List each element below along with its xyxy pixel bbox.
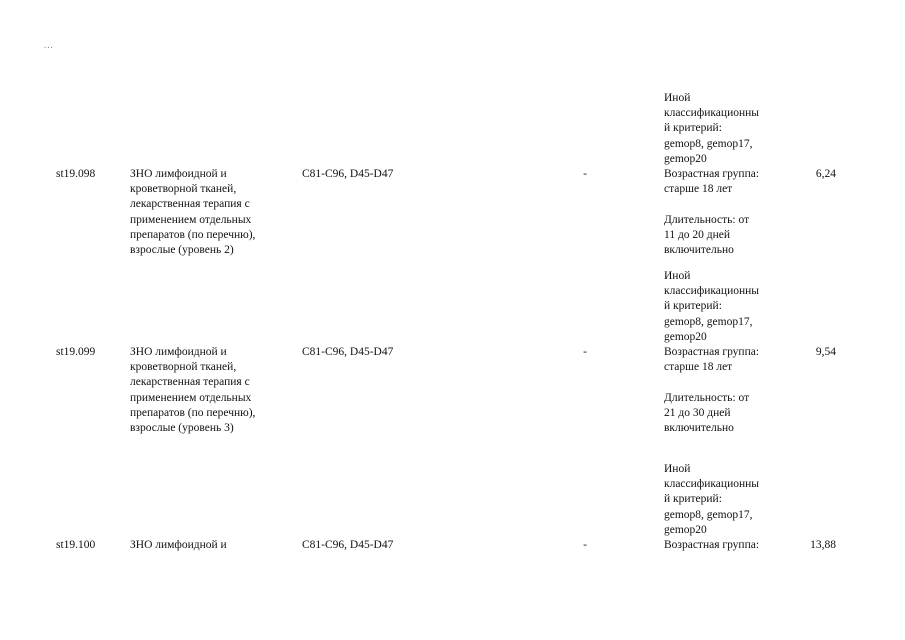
row-procedure: - [583,539,587,551]
row-icd-codes: C81-C96, D45-D47 [302,168,394,180]
row-criteria: Иной классификационны й критерий: gemop8, gemop17, gemop20 Возрастная группа: старше 18 лет Длительность: от 21 до 30 дней включительно [664,270,760,435]
row-coefficient: 13,88 [810,539,836,551]
row-code: st19.099 [56,346,96,358]
row-code: st19.098 [56,168,96,180]
row-criteria: Иной классификационны й критерий: gemop8, gemop17, gemop20 Возрастная группа: [664,463,760,552]
row-procedure: - [583,168,587,180]
row-coefficient: 6,24 [815,168,836,180]
row-name: ЗНО лимфоидной и кроветворной тканей, лекарственная терапия с применением отдельных препаратов (по перечню), взрослые (уровень 3) [130,346,256,435]
row-name: ЗНО лимфоидной и [130,539,227,551]
row-criteria: Иной классификационны й критерий: gemop8, gemop17, gemop20 Возрастная группа: старше 18 лет Длительность: от 11 до 20 дней включительно [664,92,760,257]
row-code: st19.100 [56,539,96,551]
row-coefficient: 9,54 [815,346,836,358]
page-corner-mark: ... [44,40,54,50]
row-icd-codes: C81-C96, D45-D47 [302,539,394,551]
row-name: ЗНО лимфоидной и кроветворной тканей, лекарственная терапия с применением отдельных препаратов (по перечню), взрослые (уровень 2) [130,168,256,257]
row-icd-codes: C81-C96, D45-D47 [302,346,394,358]
row-procedure: - [583,346,587,358]
